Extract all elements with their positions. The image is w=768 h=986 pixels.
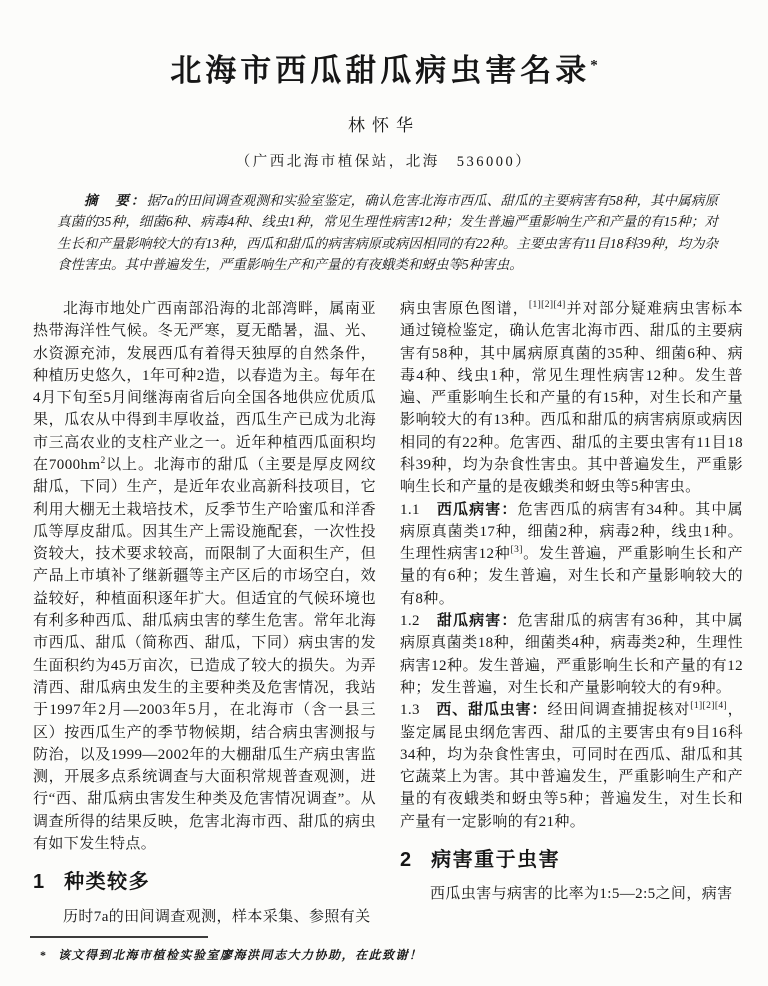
page-title xyxy=(0,21,768,90)
section-1-title: 种类较多 xyxy=(64,871,151,894)
abstract-label: 摘 要： xyxy=(84,192,147,208)
footnote-text: 该文得到北海市植检实验室廖海洪同志大力协助，在此致谢！ xyxy=(58,948,423,962)
affiliation: （广西北海市植保站，北海 536000） xyxy=(235,153,533,170)
section-2-title: 病害重于虫害 xyxy=(431,849,561,872)
footnote xyxy=(40,946,423,963)
intro-paragraph: 北海市地处广西南部沿海的北部湾畔，属南亚热带海洋性气候。冬无严寒，夏无酷暑，温、光、水资源充沛，发展西瓜有着得天独厚的自然条件，种植历史悠久，1年可种2造，以春造为主。每年在4月下旬至5月间继海南省后向全国各地供应优质瓜果，瓜农从中得到丰厚收益，西瓜生产已成为北海市三高农业的支柱产业之一。近年种植西瓜面积均在$7000hm^2$以上。北海市的甜瓜（主要是厚皮网纹甜瓜，下同）生产，是近年农业高新科技项目，它利用大棚无土栽培技术，反季节生产哈蜜瓜和洋香瓜等厚皮甜瓜。因其生产上需设施配套，一次性投资较大，技术要求较高，而限制了大面积生产，但产品上市填补了继新疆等主产区后的市场空白，效益较好，种植面积逐年扩大。但适宜的气候环境也有利多种西瓜、甜瓜病虫害的孳生危害。常年北海市西瓜、甜瓜（简称西、甜瓜，下同）病虫害的发生面积约为45万亩次，已造成了较大的损失。为弄清西、甜瓜病虫发生的主要种类及危害情况，我站于1997年2月—2003年5月，在北海市（含一县三区）按西瓜生产的季节物候期，结合病虫害测报与防治，以及1999—2002年的大棚甜瓜生产病虫害监测，开展多点系统调查与大面积常规普查观测，进行“西、甜瓜病虫害发生种类及危害情况调查”。从调查所得的结果反映，危害北海市西、甜瓜的病虫有如下发生特点。 xyxy=(33,300,377,853)
right-column xyxy=(400,298,743,928)
footnote-separator-rule xyxy=(30,936,208,938)
watermelon-disease-paragraph: 1.1 西瓜病害：危害西瓜的病害有34种。其中属病原真菌类17种，细菌2种，病毒2种，线虫1种。生理性病害12种[3]。发生普遍，严重影响生长和产量的有6种；发生普遍，对生长和产量影响较大的有8种。 xyxy=(400,501,744,607)
abstract-paragraph xyxy=(57,190,718,276)
section-2-heading xyxy=(400,849,743,871)
section-2-number: 2 xyxy=(400,849,412,872)
survey-paragraph: 病虫害原色图谱，[1][2][4]并对部分疑难病虫害标本通过镜检鉴定，确认危害北海市西、甜瓜的主要病害有58种，其中属病原真菌的35种、细菌6种、病毒4种、线虫1种，常见生理性病害12种。发生普遍、严重影响生长和产量的有15种，对生长和产量影响较大的有13种。西瓜和甜瓜的病害病原或病因相同的有22种。危害西、甜瓜的主要虫害有11目18科39种，均为杂食性害虫。其中普遍发生，严重影响生长和产量的是夜蛾类和蚜虫等5种害虫。 xyxy=(400,299,743,496)
author: 林怀华 xyxy=(348,115,420,135)
section-1-number: 1 xyxy=(33,871,45,894)
melon-disease-paragraph: 1.2 甜瓜病害：危害甜瓜的病害有36种，其中属病原真菌类18种，细菌类4种，病毒类2种，生理性病害12种。发生普遍，严重影响生长和产量的有12种；发生普遍，对生长和产量影响较大的有9种。 xyxy=(400,613,743,696)
two-column-body xyxy=(33,298,743,928)
section-2-paragraph: 西瓜虫害与病害的比率为1:5—2:5之间，病害 xyxy=(430,886,733,903)
abstract xyxy=(57,190,718,276)
title-footnote-mark: * xyxy=(590,57,598,74)
left-column xyxy=(33,298,376,928)
abstract-text: 据7a的田间调查观测和实验室鉴定，确认危害北海市西瓜、甜瓜的主要病害有58种，其中属病原真菌的35种，细菌6种、病毒4种、线虫1种，常见生理性病害12种；发生普遍严重影响生产和产量的有15种；对生长和产量影响较大的有13种，西瓜和甜瓜的病害病原或病因相同的有22种。主要虫害有11目18科39种，均为杂食性害虫。其中普遍发生，严重影响生产和产量的有夜蛾类和蚜虫等5种害虫。 xyxy=(57,192,719,273)
footnote-marker: * xyxy=(40,948,46,962)
section-1-paragraph: 历时7a的田间调查观测，样本采集、参照有关 xyxy=(63,908,371,925)
section-1-heading xyxy=(33,871,376,893)
insect-pest-paragraph: 1.3 西、甜瓜虫害：经田间调查捕捉核对[1][2][4]，鉴定属昆虫纲危害西、甜瓜的主要害虫有9目16科34种，均为杂食性害虫，可同时在西瓜、甜瓜和其它蔬菜上为害。其中普遍发生，严重影响生产和产量的有夜蛾类和蚜虫等5种；普遍发生，对生长和产量有一定影响的有21种。 xyxy=(400,701,743,830)
page-title-text: 北海市西瓜甜瓜病虫害名录 xyxy=(170,52,591,88)
